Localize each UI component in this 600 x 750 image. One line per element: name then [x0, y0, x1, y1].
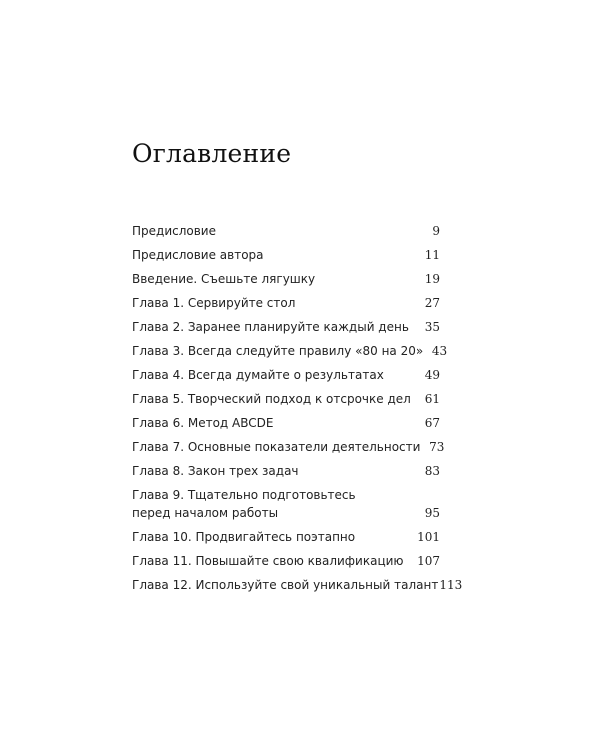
toc-entry-page: 95 [424, 506, 440, 520]
toc-entry [132, 222, 440, 240]
toc-entry-title-line-2: перед началом работы [132, 506, 279, 520]
toc-entry-title: Введение. Съешьте лягушку [132, 272, 316, 286]
toc-entry [132, 366, 440, 384]
page-title: Оглавление [132, 138, 292, 168]
toc-entry-page: 67 [424, 416, 440, 430]
toc-entry-title: Глава 6. Метод ABCDE [132, 416, 274, 430]
toc-entry [132, 246, 440, 264]
toc-entry [132, 270, 440, 288]
toc-entry-title: Глава 5. Творческий подход к отсрочке дел [132, 392, 411, 406]
toc-entry-title: Глава 8. Закон трех задач [132, 464, 299, 478]
toc-entry [132, 576, 463, 594]
toc-entry-page: 101 [417, 530, 440, 544]
toc-entry [132, 342, 448, 360]
toc-entry-page: 107 [417, 554, 440, 568]
toc-entry [132, 486, 440, 522]
toc-entry-title: Глава 4. Всегда думайте о результатах [132, 368, 384, 382]
toc-entry-title: Глава 7. Основные показатели деятельности [132, 440, 421, 454]
toc-entry-page: 113 [439, 578, 463, 592]
toc-entry-page: 73 [429, 440, 445, 454]
toc-entry-title: Глава 12. Используйте свой уникальный талант [132, 578, 439, 592]
toc-entry-title: Предисловие автора [132, 248, 264, 262]
toc-entry-page: 61 [424, 392, 440, 406]
toc-entry [132, 528, 440, 546]
table-of-contents [132, 222, 463, 600]
toc-entry-page: 19 [424, 272, 440, 286]
toc-entry [132, 552, 440, 570]
toc-entry-title [132, 486, 356, 522]
toc-entry-page: 49 [424, 368, 440, 382]
toc-entry-page: 11 [424, 248, 440, 262]
toc-entry-page: 35 [424, 320, 440, 334]
toc-entry-title: Глава 10. Продвигайтесь поэтапно [132, 530, 356, 544]
toc-entry [132, 390, 440, 408]
toc-entry-title: Глава 1. Сервируйте стол [132, 296, 296, 310]
toc-entry-title: Глава 2. Заранее планируйте каждый день [132, 320, 409, 334]
toc-entry-title: Глава 11. Повышайте свою квалификацию [132, 554, 404, 568]
toc-entry-page: 83 [424, 464, 440, 478]
toc-entry [132, 438, 445, 456]
toc-entry [132, 318, 440, 336]
toc-entry-title: Глава 3. Всегда следуйте правилу «80 на 20» [132, 344, 424, 358]
toc-entry [132, 462, 440, 480]
toc-entry-page: 27 [424, 296, 440, 310]
toc-entry-page: 43 [431, 344, 448, 358]
toc-entry [132, 414, 440, 432]
toc-entry [132, 294, 440, 312]
toc-entry-title: Предисловие [132, 224, 216, 238]
toc-entry-page: 9 [432, 224, 440, 238]
toc-entry-title-line-1: Глава 9. Тщательно подготовьтесь [132, 488, 356, 502]
